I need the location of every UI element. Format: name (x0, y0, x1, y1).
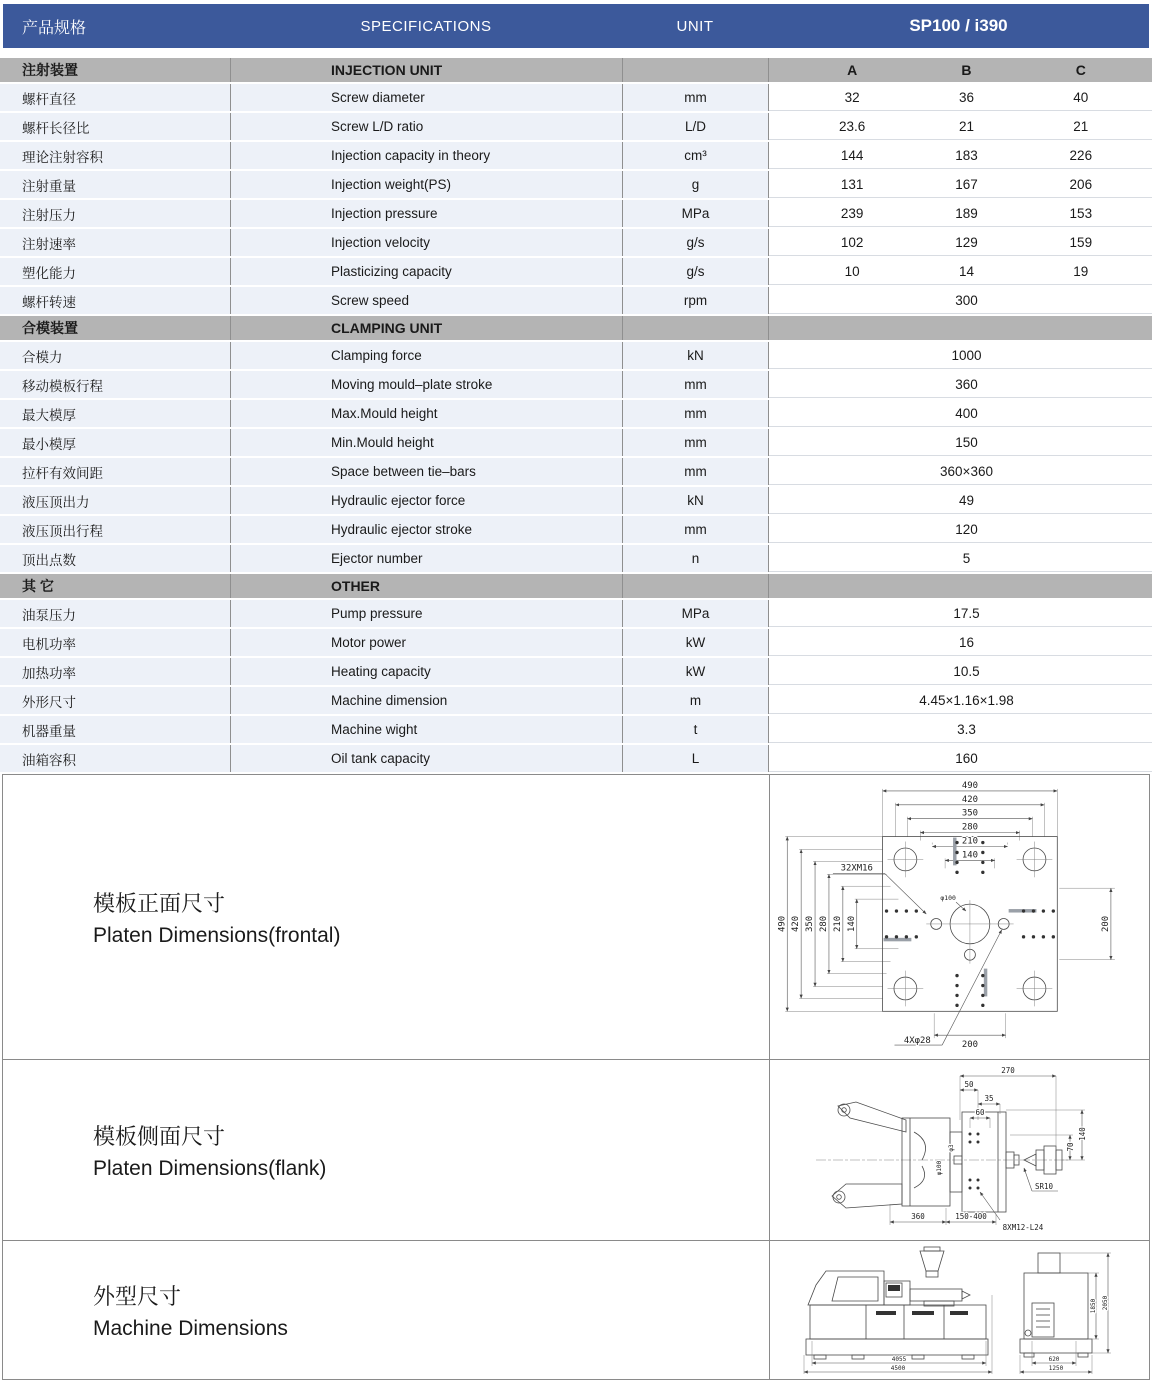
row-unit: kW (622, 658, 768, 685)
row-label-en: Injection weight(PS) (230, 171, 622, 198)
spec-row (0, 687, 1152, 714)
row-unit: m (622, 687, 768, 714)
row-label-cn: 最小模厚 (0, 429, 230, 456)
row-unit: MPa (622, 600, 768, 627)
frontal-dim-420v: 420 (790, 915, 801, 933)
section-name-en: INJECTION UNIT (230, 58, 622, 82)
row-values (768, 516, 1152, 543)
spec-table (0, 58, 1152, 772)
row-value-merged: 4.45×1.16×1.98 (919, 693, 1014, 708)
row-label-en: Machine dimension (230, 687, 622, 714)
section-name-cn: 合模装置 (0, 316, 230, 340)
diagram-row-machine (3, 1240, 1149, 1379)
row-value-b: 21 (958, 119, 974, 134)
row-label-cn: 螺杆长径比 (0, 113, 230, 140)
machine-dim-4500: 4500 (890, 1365, 905, 1372)
row-value-c: 19 (1073, 264, 1089, 279)
row-value-merged: 360 (955, 377, 978, 392)
row-unit: kN (622, 342, 768, 369)
row-value-merged: 400 (955, 406, 978, 421)
spec-row (0, 716, 1152, 743)
section-unit-cell (622, 316, 768, 340)
spec-row (0, 287, 1152, 314)
frontal-figure-cell (769, 775, 1149, 1059)
row-label-cn: 注射重量 (0, 171, 230, 198)
section-unit-cell (622, 58, 768, 82)
row-values (768, 687, 1152, 714)
row-label-en: Machine wight (230, 716, 622, 743)
section-header-row (0, 58, 1152, 82)
row-unit: MPa (622, 200, 768, 227)
row-label-cn: 外形尺寸 (0, 687, 230, 714)
flank-label-sr10: SR10 (1034, 1182, 1053, 1191)
frontal-dim-350h: 350 (961, 808, 978, 819)
flank-dim-60: 60 (974, 1108, 985, 1117)
row-values (768, 745, 1152, 772)
row-label-cn: 注射压力 (0, 200, 230, 227)
row-value-c: 159 (1069, 235, 1093, 250)
row-value-merged: 10.5 (953, 664, 980, 679)
row-label-en: Space between tie–bars (230, 458, 622, 485)
row-values (768, 658, 1152, 685)
row-values (768, 629, 1152, 656)
row-label-cn: 加热功率 (0, 658, 230, 685)
machine-figure-cell (769, 1241, 1149, 1379)
row-value-b: 183 (955, 148, 978, 163)
row-label-en: Pump pressure (230, 600, 622, 627)
row-unit: n (622, 545, 768, 572)
frontal-dim-280v: 280 (818, 915, 829, 933)
flank-dim-150-400: 150-400 (954, 1212, 987, 1221)
row-value-a: 32 (844, 90, 860, 105)
machine-dim-2050: 2050 (1101, 1295, 1109, 1311)
row-values (768, 487, 1152, 514)
row-value-merged: 160 (955, 751, 978, 766)
machine-dim-1850: 1850 (1089, 1298, 1097, 1314)
spec-row (0, 487, 1152, 514)
row-value-merged: 5 (962, 551, 971, 566)
frontal-label-d100: φ100 (939, 894, 956, 903)
row-values (768, 429, 1152, 456)
row-value-a: 131 (840, 177, 864, 192)
frontal-title-en: Platen Dimensions(frontal) (93, 923, 341, 947)
row-value-merged: 150 (955, 435, 978, 450)
flank-dim-35: 35 (983, 1094, 994, 1103)
flank-label-8xm12: 8XM12-L24 (1002, 1223, 1043, 1232)
row-unit: mm (622, 516, 768, 543)
header-title-cn: 产品规格 (22, 19, 87, 37)
row-value-merged: 49 (958, 493, 975, 508)
frontal-dim-200b: 200 (961, 1040, 978, 1051)
row-label-cn: 合模力 (0, 342, 230, 369)
machine-dim-4055: 4055 (891, 1356, 906, 1363)
row-label-en: Screw L/D ratio (230, 113, 622, 140)
spec-row (0, 84, 1152, 111)
flank-figure-cell (769, 1060, 1149, 1240)
row-label-en: Motor power (230, 629, 622, 656)
row-value-c: 21 (1073, 119, 1089, 134)
row-values (768, 258, 1152, 285)
spec-row (0, 458, 1152, 485)
spec-row (0, 113, 1152, 140)
header-bar (3, 4, 1149, 48)
section-value-header (768, 574, 1152, 598)
row-value-c: 40 (1073, 90, 1089, 105)
row-label-en: Screw diameter (230, 84, 622, 111)
frontal-dim-490v: 490 (776, 915, 787, 933)
row-value-b: 167 (955, 177, 978, 192)
row-values (768, 716, 1152, 743)
spec-row (0, 371, 1152, 398)
flank-label-d3: φ3 (947, 1144, 955, 1152)
flank-title-cn: 模板侧面尺寸 (93, 1123, 226, 1149)
row-unit: L (622, 745, 768, 772)
row-label-en: Screw speed (230, 287, 622, 314)
row-value-merged: 1000 (951, 348, 982, 363)
row-unit: g/s (622, 258, 768, 285)
flank-dim-140: 140 (1077, 1127, 1087, 1141)
header-title-unit: UNIT (676, 17, 714, 35)
row-label-en: Injection capacity in theory (230, 142, 622, 169)
flank-dim-270: 270 (1000, 1066, 1015, 1075)
row-values (768, 545, 1152, 572)
section-header-row (0, 316, 1152, 340)
header-title-specifications: SPECIFICATIONS (360, 17, 492, 35)
row-values (768, 171, 1152, 198)
spec-row (0, 545, 1152, 572)
section-name-en: CLAMPING UNIT (230, 316, 622, 340)
column-header-B: B (961, 62, 972, 78)
frontal-dim-140h: 140 (961, 850, 978, 861)
frontal-labels (3, 775, 769, 1059)
row-label-en: Min.Mould height (230, 429, 622, 456)
flank-dim-70: 70 (1065, 1142, 1075, 1152)
row-unit: kN (622, 487, 768, 514)
row-values (768, 200, 1152, 227)
row-label-en: Plasticizing capacity (230, 258, 622, 285)
row-label-cn: 电机功率 (0, 629, 230, 656)
row-unit: rpm (622, 287, 768, 314)
section-name-cn: 注射装置 (0, 58, 230, 82)
spec-row (0, 171, 1152, 198)
row-value-a: 10 (844, 264, 860, 279)
frontal-dim-210h: 210 (961, 836, 978, 847)
section-value-header (768, 58, 1152, 82)
row-label-cn: 油泵压力 (0, 600, 230, 627)
flank-dim-360: 360 (910, 1212, 925, 1221)
row-label-cn: 顶出点数 (0, 545, 230, 572)
row-unit: mm (622, 458, 768, 485)
section-value-header (768, 316, 1152, 340)
row-label-en: Moving mould–plate stroke (230, 371, 622, 398)
machine-title-en: Machine Dimensions (93, 1316, 288, 1340)
row-label-cn: 螺杆转速 (0, 287, 230, 314)
frontal-dim-210v: 210 (832, 915, 843, 933)
spec-row (0, 658, 1152, 685)
row-value-a: 239 (840, 206, 864, 221)
frontal-dim-420h: 420 (961, 794, 978, 805)
row-values (768, 229, 1152, 256)
row-values (768, 113, 1152, 140)
spec-row (0, 342, 1152, 369)
spec-row (0, 200, 1152, 227)
spec-row (0, 745, 1152, 772)
frontal-dim-140v: 140 (846, 915, 857, 933)
frontal-label-32xm16: 32XM16 (840, 863, 873, 874)
frontal-dim-200r: 200 (1100, 915, 1111, 933)
row-value-merged: 17.5 (953, 606, 980, 621)
row-unit: cm³ (622, 142, 768, 169)
spec-row (0, 142, 1152, 169)
row-unit: g/s (622, 229, 768, 256)
row-label-en: Heating capacity (230, 658, 622, 685)
row-value-merged: 3.3 (957, 722, 976, 737)
row-value-merged: 300 (955, 293, 978, 308)
row-label-en: Oil tank capacity (230, 745, 622, 772)
row-unit: mm (622, 371, 768, 398)
row-unit: mm (622, 400, 768, 427)
row-value-c: 153 (1069, 206, 1093, 221)
column-header-C: C (1075, 62, 1086, 78)
frontal-platen-drawing (774, 779, 1146, 1055)
row-values (768, 342, 1152, 369)
machine-title-cn: 外型尺寸 (93, 1283, 182, 1309)
flank-labels (3, 1060, 769, 1240)
machine-dim-620: 620 (1048, 1356, 1059, 1363)
row-value-c: 226 (1069, 148, 1093, 163)
row-value-merged: 16 (958, 635, 975, 650)
row-value-a: 144 (840, 148, 864, 163)
spec-row (0, 429, 1152, 456)
row-values (768, 371, 1152, 398)
row-label-cn: 理论注射容积 (0, 142, 230, 169)
frontal-dim-280h: 280 (961, 822, 978, 833)
row-label-cn: 拉杆有效间距 (0, 458, 230, 485)
flank-title-en: Platen Dimensions(flank) (93, 1156, 327, 1180)
row-unit: mm (622, 84, 768, 111)
frontal-title-cn: 模板正面尺寸 (93, 890, 226, 916)
section-header-row (0, 574, 1152, 598)
flank-platen-drawing (810, 1064, 1110, 1236)
row-unit: kW (622, 629, 768, 656)
spec-row (0, 600, 1152, 627)
spec-row (0, 400, 1152, 427)
row-label-en: Max.Mould height (230, 400, 622, 427)
row-label-cn: 最大模厚 (0, 400, 230, 427)
row-label-en: Hydraulic ejector stroke (230, 516, 622, 543)
section-unit-cell (622, 574, 768, 598)
row-unit: t (622, 716, 768, 743)
row-values (768, 84, 1152, 111)
row-values (768, 142, 1152, 169)
row-label-en: Injection pressure (230, 200, 622, 227)
row-value-merged: 360×360 (940, 464, 993, 479)
frontal-label-4xd28: 4Xφ28 (903, 1036, 931, 1047)
row-label-cn: 液压顶出行程 (0, 516, 230, 543)
row-label-en: Clamping force (230, 342, 622, 369)
row-unit: mm (622, 429, 768, 456)
diagram-section (2, 774, 1150, 1380)
diagram-row-flank (3, 1059, 1149, 1240)
row-label-cn: 螺杆直径 (0, 84, 230, 111)
row-value-b: 189 (955, 206, 978, 221)
row-label-cn: 注射速率 (0, 229, 230, 256)
row-value-c: 206 (1069, 177, 1093, 192)
flank-dim-50: 50 (963, 1080, 974, 1089)
row-value-b: 36 (958, 90, 974, 105)
section-name-en: OTHER (230, 574, 622, 598)
row-value-b: 14 (958, 264, 974, 279)
row-values (768, 400, 1152, 427)
header-model-name: SP100 / i390 (909, 16, 1008, 35)
row-label-cn: 液压顶出力 (0, 487, 230, 514)
frontal-dim-490h: 490 (961, 780, 978, 791)
row-label-en: Ejector number (230, 545, 622, 572)
row-label-cn: 油箱容积 (0, 745, 230, 772)
row-label-cn: 移动模板行程 (0, 371, 230, 398)
row-label-cn: 塑化能力 (0, 258, 230, 285)
machine-labels (3, 1241, 769, 1379)
row-label-cn: 机器重量 (0, 716, 230, 743)
row-label-en: Injection velocity (230, 229, 622, 256)
row-values (768, 600, 1152, 627)
machine-dim-1250: 1250 (1048, 1365, 1063, 1372)
row-values (768, 458, 1152, 485)
row-value-b: 129 (955, 235, 978, 250)
row-values (768, 287, 1152, 314)
spec-row (0, 629, 1152, 656)
row-value-a: 23.6 (839, 119, 866, 134)
section-name-cn: 其 它 (0, 574, 230, 598)
row-value-merged: 120 (955, 522, 978, 537)
frontal-dim-350v: 350 (804, 915, 815, 933)
flank-label-d100: φ100 (935, 1160, 943, 1176)
row-value-a: 102 (840, 235, 864, 250)
row-unit: g (622, 171, 768, 198)
machine-dimensions-drawing (792, 1245, 1128, 1375)
spec-row (0, 516, 1152, 543)
diagram-row-frontal (3, 775, 1149, 1059)
spec-row (0, 229, 1152, 256)
row-label-en: Hydraulic ejector force (230, 487, 622, 514)
row-unit: L/D (622, 113, 768, 140)
column-header-A: A (847, 62, 858, 78)
spec-row (0, 258, 1152, 285)
